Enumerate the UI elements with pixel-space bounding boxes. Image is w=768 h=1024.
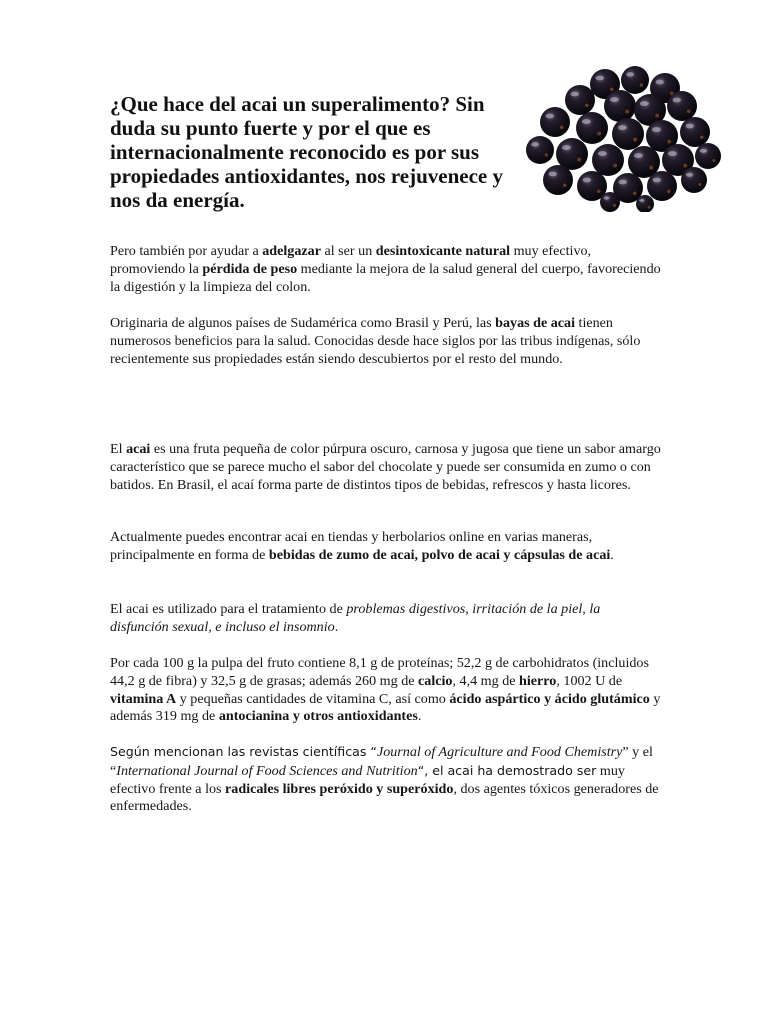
berry-calyx [610,87,614,91]
berry-calyx [712,159,715,162]
berry-highlight [610,97,619,102]
paragraph-nutrientes [110,655,662,726]
berry-calyx [585,103,589,107]
berry-calyx [625,110,629,114]
berry [667,91,697,121]
berry-calyx [698,183,701,186]
bold-term: calcio [418,672,453,689]
berry-calyx [633,191,637,195]
berry-calyx [597,132,601,136]
berry-highlight [582,119,591,124]
bold-term: antocianina y otros antioxidantes [218,708,418,725]
bold-term: desintoxicante natural [375,243,511,259]
paragraph-origen [110,315,662,368]
bold-term: bayas de acai [495,315,576,331]
berry-highlight [562,145,571,150]
berry-highlight [634,153,643,158]
text: . [334,618,339,635]
berry-highlight [673,98,681,103]
berry [604,90,636,122]
text: . [610,546,614,563]
berry [576,112,608,144]
berry-highlight [549,172,557,177]
berry-highlight [640,101,649,106]
text: muy efectivo frente a los [110,762,625,797]
berry-calyx [613,164,617,168]
berry [621,66,649,94]
berry-calyx [577,158,581,162]
berry-highlight [656,80,664,85]
berry-calyx [683,164,687,168]
berry-calyx [545,153,548,156]
berry [600,192,620,212]
bold-term: radicales libres peróxido y superóxido [225,780,454,797]
paragraph-fruta [110,441,662,494]
berry-calyx [667,140,671,144]
berry-highlight [639,199,644,202]
berry [647,171,677,201]
text: El [110,441,127,457]
berry-calyx [687,109,691,113]
berry-highlight [686,173,693,177]
berry [680,117,710,147]
berry [543,165,573,195]
acai-berries-image [510,62,725,212]
bold-term: bebidas de zumo de acai, polvo de acai y cápsulas de acai [268,546,611,563]
berry [540,107,570,137]
berry [556,138,588,170]
text: Originaria de algunos países de Sudamérica como Brasil y Perú, las [110,315,496,331]
text: y además 319 mg de [110,690,661,725]
berry-calyx [700,135,704,139]
page-heading: ¿Que hace del acai un superalimento? Sin duda su punto fuerte y por el que es internacionalmente reconocido es por sus propiedades antioxidantes, nos rejuvenece y nos da energía. [110,92,503,212]
berry-calyx [560,125,564,129]
berry [612,118,644,150]
bold-term: hierro [519,672,557,689]
berry-highlight [619,180,627,185]
text: y pequeñas cantidades de vitamina C, así como [176,690,450,707]
berry-highlight [700,149,707,153]
berry [526,136,554,164]
berry [695,143,721,169]
berry-highlight [546,114,554,119]
paragraph-formas [110,529,662,565]
text: tienen numerosos beneficios para la salud. Conocidas desde hace siglos por las tribus indígenas, sólo recientemente sus propiedades están siendo descubiertos por el resto del mundo. [110,315,641,367]
berry-highlight [668,151,677,156]
berry-highlight [531,142,539,146]
berry-highlight [652,127,661,132]
text: . [417,708,422,725]
bold-term: vitamina A [110,690,177,707]
berry-calyx [667,189,671,193]
text: “, el acai ha demostrado ser [417,762,597,778]
berry-calyx [597,189,601,193]
berry-calyx [640,83,643,86]
text: Por cada 100 g la pulpa del fruto contiene 8,1 g de proteínas; 52,2 g de carbohidratos (incluidos 44,2 g de fibra) y 32,5 g de grasas; además 260 mg de [110,655,649,689]
berry-calyx [633,138,637,142]
text: , 1002 U de [556,672,623,689]
berry-highlight [583,178,591,183]
journal-title: International Journal of Food Sciences and Nutrition [116,762,418,779]
text: , dos agentes tóxicos generadores de enfermedades. [110,780,659,815]
text: es una fruta pequeña de color púrpura oscuro, carnosa y jugosa que tiene un sabor amargo característico que se parece mucho el sabor del chocolate y puede ser consumida en zumo o con batidos. En Brasil, el acaí forma parte de distintos tipos de bebidas, refrescos y hasta licores. [110,441,661,493]
berry-highlight [686,124,694,129]
text: El acai es utilizado para el tratamiento de [110,601,347,617]
text: , 4,4 mg de [452,672,520,689]
berry [565,85,595,115]
berry-highlight [604,196,610,199]
text: ” y el “ [110,744,653,779]
paragraph-tratamiento [110,601,662,637]
berry [681,167,707,193]
berry-highlight [598,151,607,156]
text: mediante la mejora de la salud general del cuerpo, favoreciendo la digestión y la limpieza del colon. [110,260,661,295]
berry-calyx [648,206,651,209]
berry-calyx [649,166,653,170]
berry [592,144,624,176]
berry-highlight [596,76,604,81]
text: al ser un [320,243,376,259]
berry-calyx [613,204,616,207]
bold-term: ácido aspártico y ácido glutámico [449,690,650,707]
journal-title: Journal of Agriculture and Food Chemistry [376,744,623,760]
bold-term: adelgazar [262,243,321,259]
paragraph-revistas [110,743,662,816]
italic-term: problemas digestivos, irritación de la piel, la disfunción sexual, e incluso el insomnio [110,601,601,635]
berry-highlight [626,72,634,76]
text: Según mencionan las revistas científicas “ [110,744,377,759]
bold-term: acai [126,441,151,457]
paragraph-adelgazar [110,243,662,296]
text: muy efectivo, promoviendo la [110,243,592,277]
berry-calyx [655,114,659,118]
berry-highlight [653,178,661,183]
text: Pero también por ayudar a [110,243,263,259]
bold-term: pérdida de peso [202,260,298,277]
berry-highlight [571,92,579,97]
berry-highlight [618,125,627,130]
text: Actualmente puedes encontrar acai en tiendas y herbolarios online en varias maneras, principalmente en forma de [110,529,593,563]
berry-calyx [563,183,567,187]
